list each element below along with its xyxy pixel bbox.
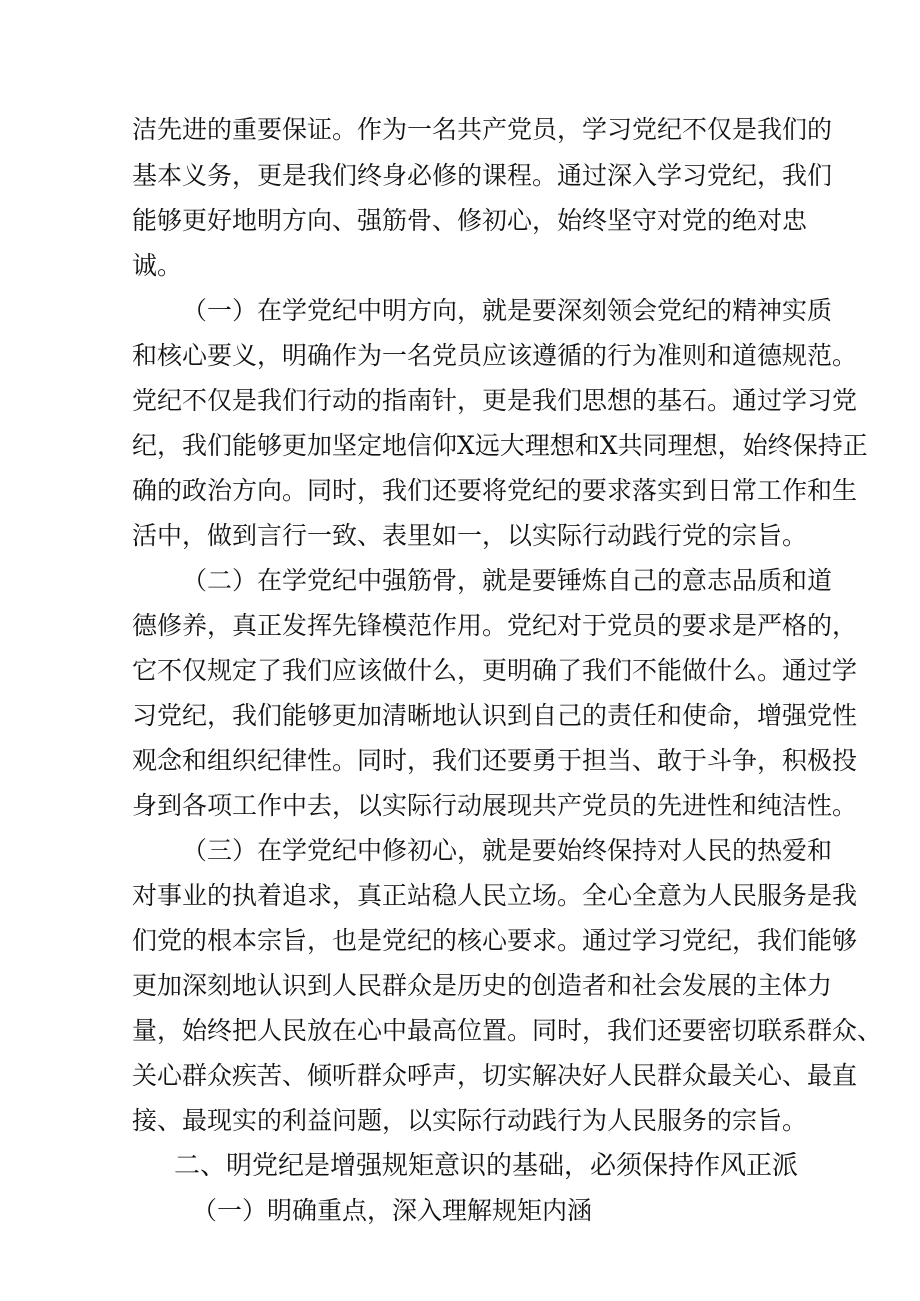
- paragraph-line: 们党的根本宗旨，也是党纪的核心要求。通过学习党纪，我们能够: [132, 926, 858, 955]
- paragraph-line: 洁先进的重要保证。作为一名共产党员，学习党纪不仅是我们的: [132, 115, 833, 144]
- paragraph-line: 活中，做到言行一致、表里如一，以实际行动践行党的宗旨。: [132, 521, 808, 550]
- paragraph-line: （二）在学党纪中强筋骨，就是要锤炼自己的意志品质和道: [182, 566, 833, 595]
- paragraph-line: 基本义务，更是我们终身必修的课程。通过深入学习党纪，我们: [132, 161, 833, 190]
- paragraph-line: 对事业的执着追求，真正站稳人民立场。全心全意为人民服务是我: [132, 881, 858, 910]
- paragraph-line: 党纪不仅是我们行动的指南针，更是我们思想的基石。通过学习党: [132, 386, 858, 415]
- sub-heading: （一）明确重点，深入理解规矩内涵: [192, 1196, 593, 1225]
- paragraph-line: 它不仅规定了我们应该做什么，更明确了我们不能做什么。通过学: [132, 656, 858, 685]
- paragraph-line: 接、最现实的利益问题，以实际行动践行为人民服务的宗旨。: [132, 1106, 808, 1135]
- paragraph-line: （一）在学党纪中明方向，就是要深刻领会党纪的精神实质: [182, 296, 833, 325]
- paragraph-line: 关心群众疾苦、倾听群众呼声，切实解决好人民群众最关心、最直: [132, 1061, 858, 1090]
- paragraph-line: 德修养，真正发挥先锋模范作用。党纪对于党员的要求是严格的，: [132, 611, 858, 640]
- paragraph-line: 观念和组织纪律性。同时，我们还要勇于担当、敢于斗争，积极投: [132, 746, 858, 775]
- paragraph-line: 身到各项工作中去，以实际行动展现共产党员的先进性和纯洁性。: [132, 791, 858, 820]
- paragraph-line: （三）在学党纪中修初心，就是要始终保持对人民的热爱和: [182, 836, 833, 865]
- paragraph-line: 确的政治方向。同时，我们还要将党纪的要求落实到日常工作和生: [132, 476, 858, 505]
- paragraph-line: 更加深刻地认识到人民群众是历史的创造者和社会发展的主体力: [132, 971, 833, 1000]
- paragraph-line: 习党纪，我们能够更加清晰地认识到自己的责任和使命，增强党性: [132, 701, 858, 730]
- paragraph-line: 量，始终把人民放在心中最高位置。同时，我们还要密切联系群众、: [132, 1016, 883, 1045]
- section-heading: 二、明党纪是增强规矩意识的基础，必须保持作风正派: [174, 1151, 799, 1181]
- paragraph-line: 和核心要义，明确作为一名党员应该遵循的行为准则和道德规范。: [132, 341, 858, 370]
- paragraph-line: 能够更好地明方向、强筋骨、修初心，始终坚守对党的绝对忠: [132, 206, 808, 235]
- paragraph-line: 纪，我们能够更加坚定地信仰X远大理想和X共同理想，始终保持正: [132, 431, 868, 460]
- paragraph-line: 诚。: [132, 251, 183, 280]
